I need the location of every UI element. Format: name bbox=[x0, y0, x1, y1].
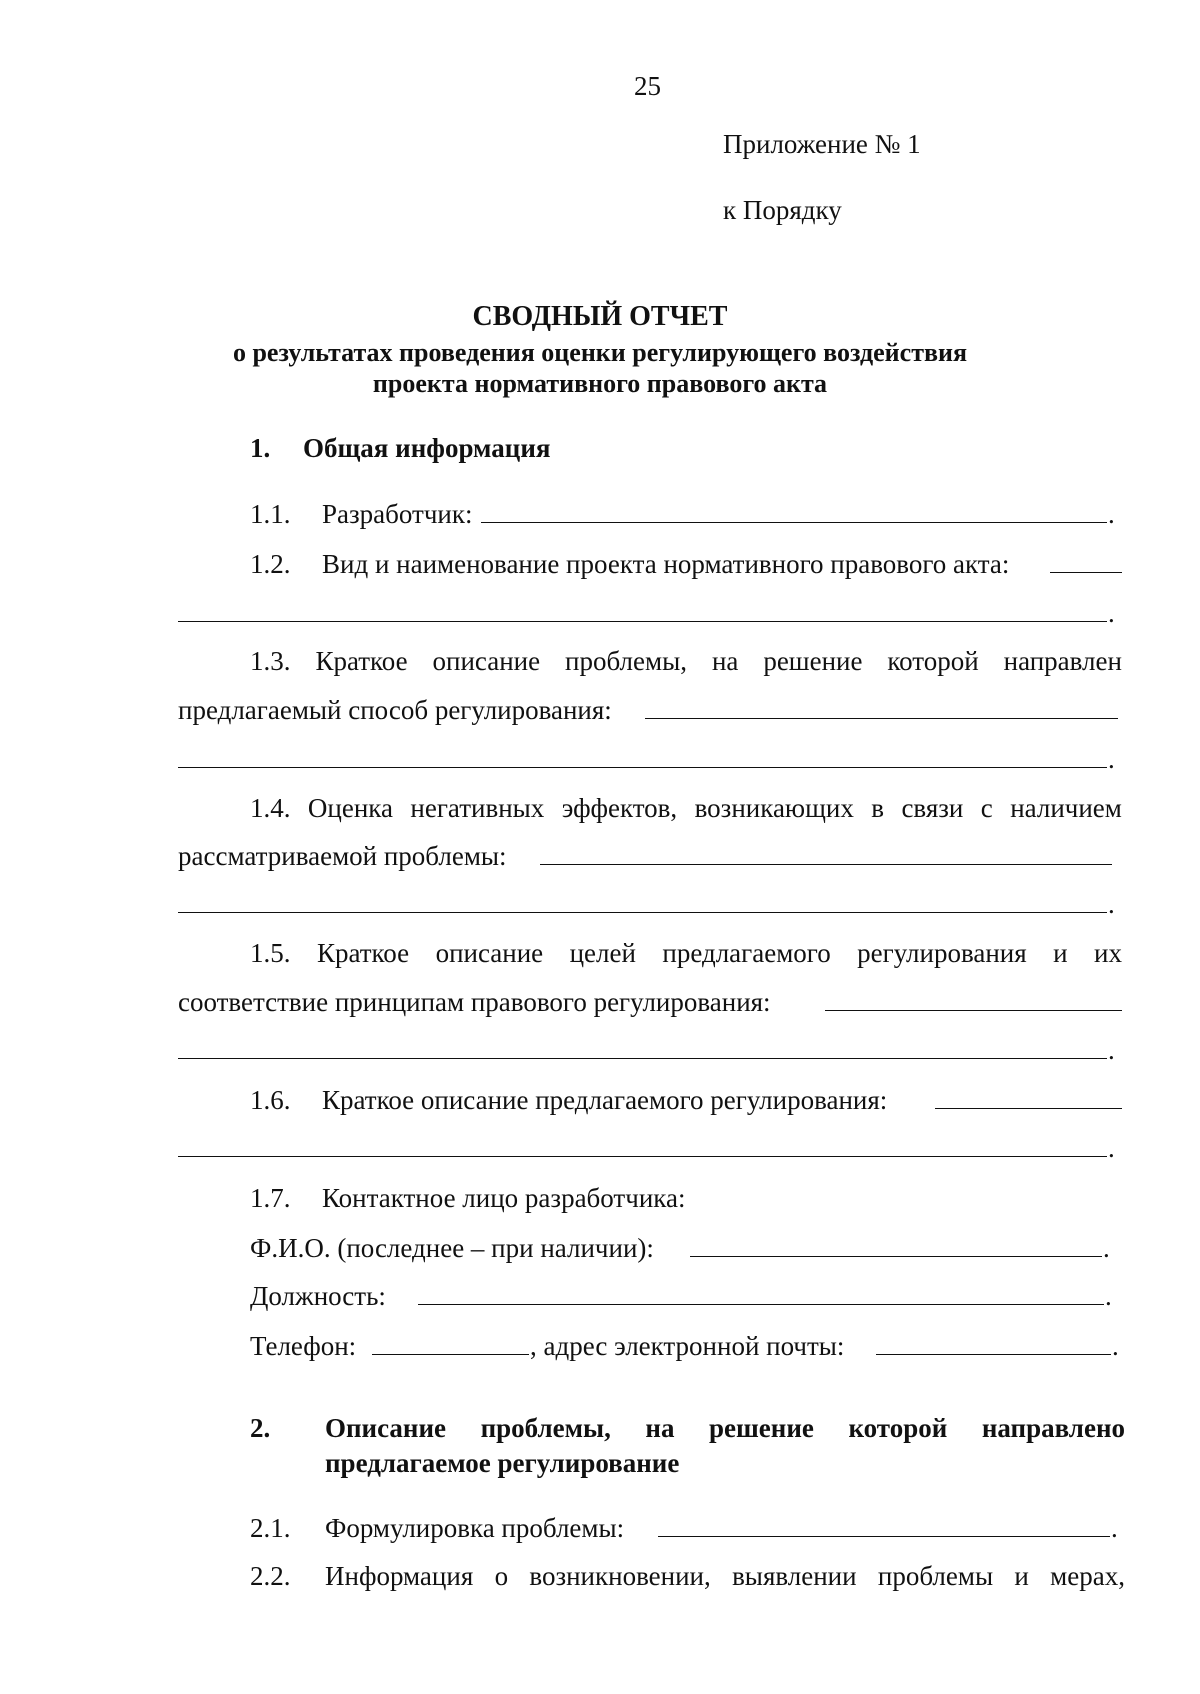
phone-field[interactable] bbox=[372, 1354, 529, 1355]
section-2-heading-cont: предлагаемое регулирование bbox=[325, 1448, 680, 1478]
page-number: 25 bbox=[634, 71, 661, 101]
negative-effects-field-cont[interactable] bbox=[178, 912, 1107, 913]
appendix-label: Приложение № 1 bbox=[723, 129, 921, 159]
item-1-6-number: 1.6. bbox=[250, 1085, 291, 1115]
document-title: СВОДНЫЙ ОТЧЕТ bbox=[472, 301, 728, 332]
act-name-field[interactable] bbox=[1050, 572, 1122, 573]
item-2-2-line: Информация о возникновении, выявлении проблемы и мерах, bbox=[325, 1561, 1125, 1591]
item-1-5-line: 1.5. Краткое описание целей предлагаемого регулирования и их bbox=[250, 938, 1122, 968]
problem-description-field[interactable] bbox=[645, 718, 1118, 719]
goals-field-cont[interactable] bbox=[178, 1058, 1107, 1059]
item-1-7-label: Контактное лицо разработчика: bbox=[322, 1183, 686, 1213]
item-1-1-label: Разработчик: bbox=[322, 499, 473, 529]
to-order-label: к Порядку bbox=[723, 195, 842, 225]
section-2-number: 2. bbox=[250, 1413, 271, 1443]
act-name-field-cont[interactable] bbox=[178, 621, 1107, 622]
section-1-number: 1. bbox=[250, 433, 271, 463]
item-1-5-cont: соответствие принципам правового регулирования: bbox=[178, 987, 771, 1017]
negative-effects-field[interactable] bbox=[540, 864, 1112, 865]
problem-description-field-cont[interactable] bbox=[178, 767, 1107, 768]
fio-field[interactable] bbox=[690, 1256, 1102, 1257]
item-2-2-number: 2.2. bbox=[250, 1561, 291, 1591]
regulation-description-field-cont[interactable] bbox=[178, 1156, 1107, 1157]
item-1-3-cont: предлагаемый способ регулирования: bbox=[178, 695, 612, 725]
position-label: Должность: bbox=[250, 1281, 386, 1311]
document-page: 25 Приложение № 1 к Порядку СВОДНЫЙ ОТЧЕТ о результатах проведения оценки регулирующего воздействия проекта нормативного правового акта 1. Общая информация 1.1. Разработчик: . 1.2. Вид и наименование проекта нормативного правового акта: . 1.3. Краткое описание проблемы, на решение которой направлен предлагаемый способ регулирования: . 1.4. Оценка негативных эффектов, возникающих в связи с наличием рассматриваемой проблемы: . 1.5. Краткое описание целей предлагаемого регулирования и их соответствие принципам правового регулирования: . 1.6. Краткое описание предлагаемого регулирования: . 1.7. Контактное лицо разработчика: Ф.И.О. (последнее – при наличии): . Должность: . Телефон: , адрес электронной почты: . 2. Описание проблемы, на решение которой направлено предлагаемое регулирование 2.1. Формулировка проблемы: . 2.2. Информация о возникновении, выявлении проблемы и мерах, bbox=[0, 0, 1200, 1694]
item-1-3-line: 1.3. Краткое описание проблемы, на решение которой направлен bbox=[250, 646, 1122, 676]
item-1-4-cont: рассматриваемой проблемы: bbox=[178, 841, 507, 871]
item-2-1-number: 2.1. bbox=[250, 1513, 291, 1543]
phone-label: Телефон: bbox=[250, 1331, 357, 1361]
fio-label: Ф.И.О. (последнее – при наличии): bbox=[250, 1233, 654, 1263]
item-1-6-label: Краткое описание предлагаемого регулирования: bbox=[322, 1085, 888, 1115]
developer-field[interactable] bbox=[481, 522, 1107, 523]
item-1-7-number: 1.7. bbox=[250, 1183, 291, 1213]
item-1-2-number: 1.2. bbox=[250, 549, 291, 579]
item-1-2-label: Вид и наименование проекта нормативного правового акта: bbox=[322, 549, 1010, 579]
item-1-4-line: 1.4. Оценка негативных эффектов, возникающих в связи с наличием bbox=[250, 793, 1122, 823]
email-label: , адрес электронной почты: bbox=[530, 1331, 845, 1361]
item-1-1-number: 1.1. bbox=[250, 499, 291, 529]
item-2-1-label: Формулировка проблемы: bbox=[325, 1513, 625, 1543]
email-field[interactable] bbox=[876, 1354, 1111, 1355]
section-1-heading: Общая информация bbox=[303, 433, 551, 463]
document-subtitle-2: проекта нормативного правового акта bbox=[372, 369, 828, 398]
problem-formulation-field[interactable] bbox=[658, 1536, 1110, 1537]
position-field[interactable] bbox=[418, 1304, 1104, 1305]
document-subtitle-1: о результатах проведения оценки регулирующего воздействия bbox=[232, 338, 968, 367]
section-2-heading-line: Описание проблемы, на решение которой направлено bbox=[325, 1413, 1125, 1443]
goals-field[interactable] bbox=[825, 1010, 1122, 1011]
regulation-description-field[interactable] bbox=[935, 1108, 1122, 1109]
